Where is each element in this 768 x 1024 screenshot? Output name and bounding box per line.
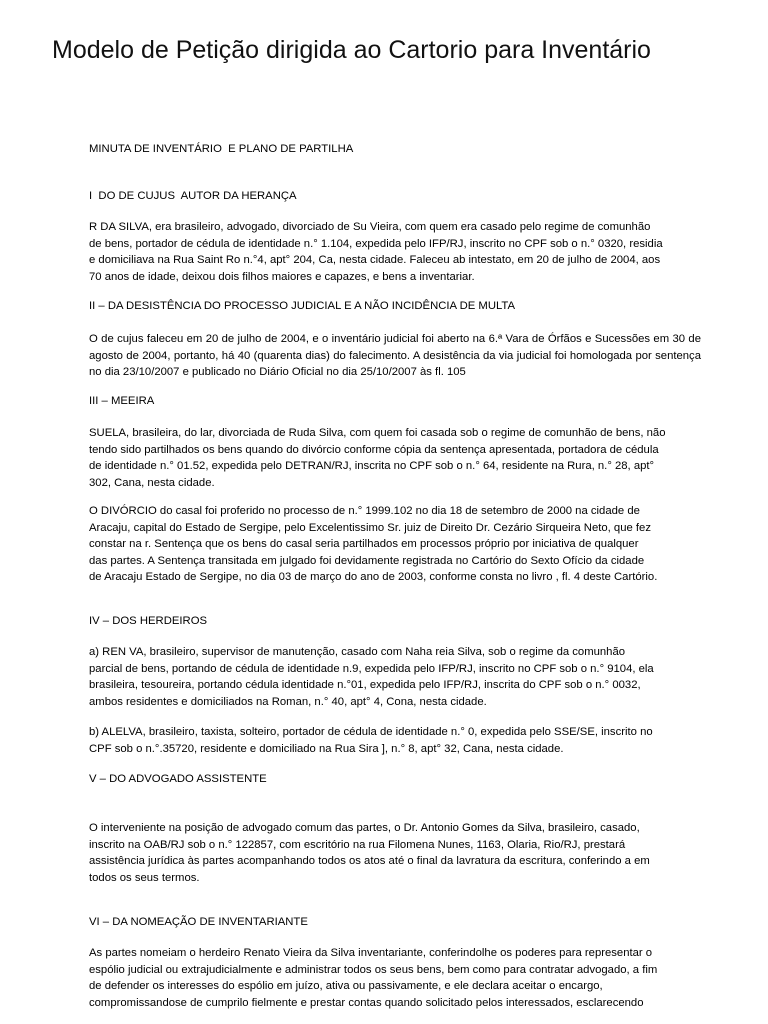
section-3-paragraph-2 [89,503,701,586]
text-line: de defender os interesses do espólio em juízo, ativa ou passivamente, e ele declara aceitar o encargo, [89,980,603,992]
text-line: Aracaju, capital do Estado de Sergipe, pelo Excelentissimo Sr. juiz de Direito Dr. Cezário Sirqueira Neto, que fez [89,521,651,534]
text-line: 302, Cana, nesta cidade. [89,476,215,489]
document-title: Modelo de Petição dirigida ao Cartorio para Inventário [52,36,651,64]
text-line: todos os seus termos. [89,871,200,884]
text-line: brasileira, tesoureira, portando cédula identidade n.°01, expedida pelo IFP/RJ, inscrita do CPF sob o n.° 0032, [89,679,641,691]
text-line: inscrito na OAB/RJ sob o n.° 122857, com escritório na rua Filomena Nunes, 1163, Olaria, Rio/RJ, prestará [89,838,626,851]
text-line: das partes. A Sentença transitada em julgado foi devidamente registrada no Cartório do Sexto Ofício da cidade [89,554,645,567]
text-line: e domiciliava na Rua Saint Ro n.°4, apt° 204, Ca, nesta cidade. Faleceu ab intestato, em 20 de julho de 2004, aos [89,254,661,266]
text-line: constar na r. Sentença que os bens do casal seria partilhados em processos próprio por iniciativa de qualquer [89,538,639,550]
text-line: b) ALELVA, brasileiro, taxista, solteiro, portador de cédula de identidade n.° 0, expedida pelo SSE/SE, inscrito no [89,726,653,738]
text-line: 70 anos de idade, deixou dois filhos maiores e capazes, e bens a inventariar. [89,270,475,283]
text-line: As partes nomeiam o herdeiro Renato Vieira da Silva inventariante, conferindolhe os poderes para representar o [89,947,653,959]
section-5-paragraph [89,820,701,886]
section-3-paragraph-1 [89,425,701,491]
text-line: O DIVÓRCIO do casal foi proferido no processo de n.° 1999.102 no dia 18 de setembro de 2000 na cidade de [89,505,640,517]
section-3-heading: III – MEEIRA [89,395,155,407]
text-line: SUELA, brasileira, do lar, divorciada de Ruda Silva, com quem foi casada sob o regime de comunhão de bens, não [89,427,666,439]
text-line: assistência jurídica às partes acompanhando todos os atos até o final da lavratura da escritura, conferindo a em [89,855,650,867]
text-line: compromissandose de cumprilo fielmente e prestar contas quando solicitado pelos interessados, esclarecendo [89,996,644,1009]
section-4-paragraph-2 [89,724,701,757]
section-1-heading: I DO DE CUJUS AUTOR DA HERANÇA [89,190,297,202]
text-line: CPF sob o n.°.35720, residente e domiciliado na Rua Sira ], n.° 8, apt° 32, Cana, nesta cidade. [89,742,564,755]
section-6-paragraph [89,945,701,1011]
text-line: ambos residentes e domiciliados na Roman, n.° 40, apt° 4, Cona, nesta cidade. [89,695,487,708]
section-1-paragraph [89,219,701,285]
text-line: de identidade n.° 01.52, expedida pelo DETRAN/RJ, inscrita no CPF sob o n.° 64, residente na Rura, n.° 28, apt° [89,460,655,472]
text-line: a) REN VA, brasileiro, supervisor de manutenção, casado com Naha reia Silva, sob o regime da comunhão [89,646,626,658]
section-2-heading: II – DA DESISTÊNCIA DO PROCESSO JUDICIAL E A NÃO INCIDÊNCIA DE MULTA [89,300,516,312]
section-4-heading: IV – DOS HERDEIROS [89,615,208,627]
section-2-paragraph: O de cujus faleceu em 20 de julho de 2004, e o inventário judicial foi aberto na 6.ª Vara de Órfãos e Sucessões em 30 de agosto de 2004, portanto, há 40 (quarenta dias) do falecimento. A desistência da via judicial foi homologada por sentença no dia 23/10/2007 e publicado no Diário Oficial no dia 25/10/2007 às fl. 105 [89,333,701,378]
section-4-paragraph-1 [89,644,701,710]
text-line: tendo sido partilhados os bens quando do divórcio conforme cópia da sentença apresentada, portadora de cédula [89,443,659,456]
section-5-heading: V – DO ADVOGADO ASSISTENTE [89,773,267,785]
minuta-heading: MINUTA DE INVENTÁRIO E PLANO DE PARTILHA [89,143,354,155]
text-line: espólio judicial ou extrajudicialmente e administrar todos os seus bens, bem como para contratar advogado, a fim [89,963,658,976]
text-line: parcial de bens, portando de cédula de identidade n.9, expedida pelo IFP/RJ, inscrito no CPF sob o n.° 9104, ela [89,662,654,675]
text-line: R DA SILVA, era brasileiro, advogado, divorciado de Su Vieira, com quem era casado pelo regime de comunhão [89,221,651,233]
text-line: de bens, portador de cédula de identidade n.° 1.104, expedida pelo IFP/RJ, inscrito no CPF sob o n.° 0320, residia [89,237,663,250]
section-6-heading: VI – DA NOMEAÇÃO DE INVENTARIANTE [89,916,308,928]
text-line: O interveniente na posição de advogado comum das partes, o Dr. Antonio Gomes da Silva, brasileiro, casado, [89,822,640,834]
text-line: de Aracaju Estado de Sergipe, no dia 03 de março do ano de 2003, conforme consta no livro , fl. 4 deste Cartório. [89,571,658,583]
